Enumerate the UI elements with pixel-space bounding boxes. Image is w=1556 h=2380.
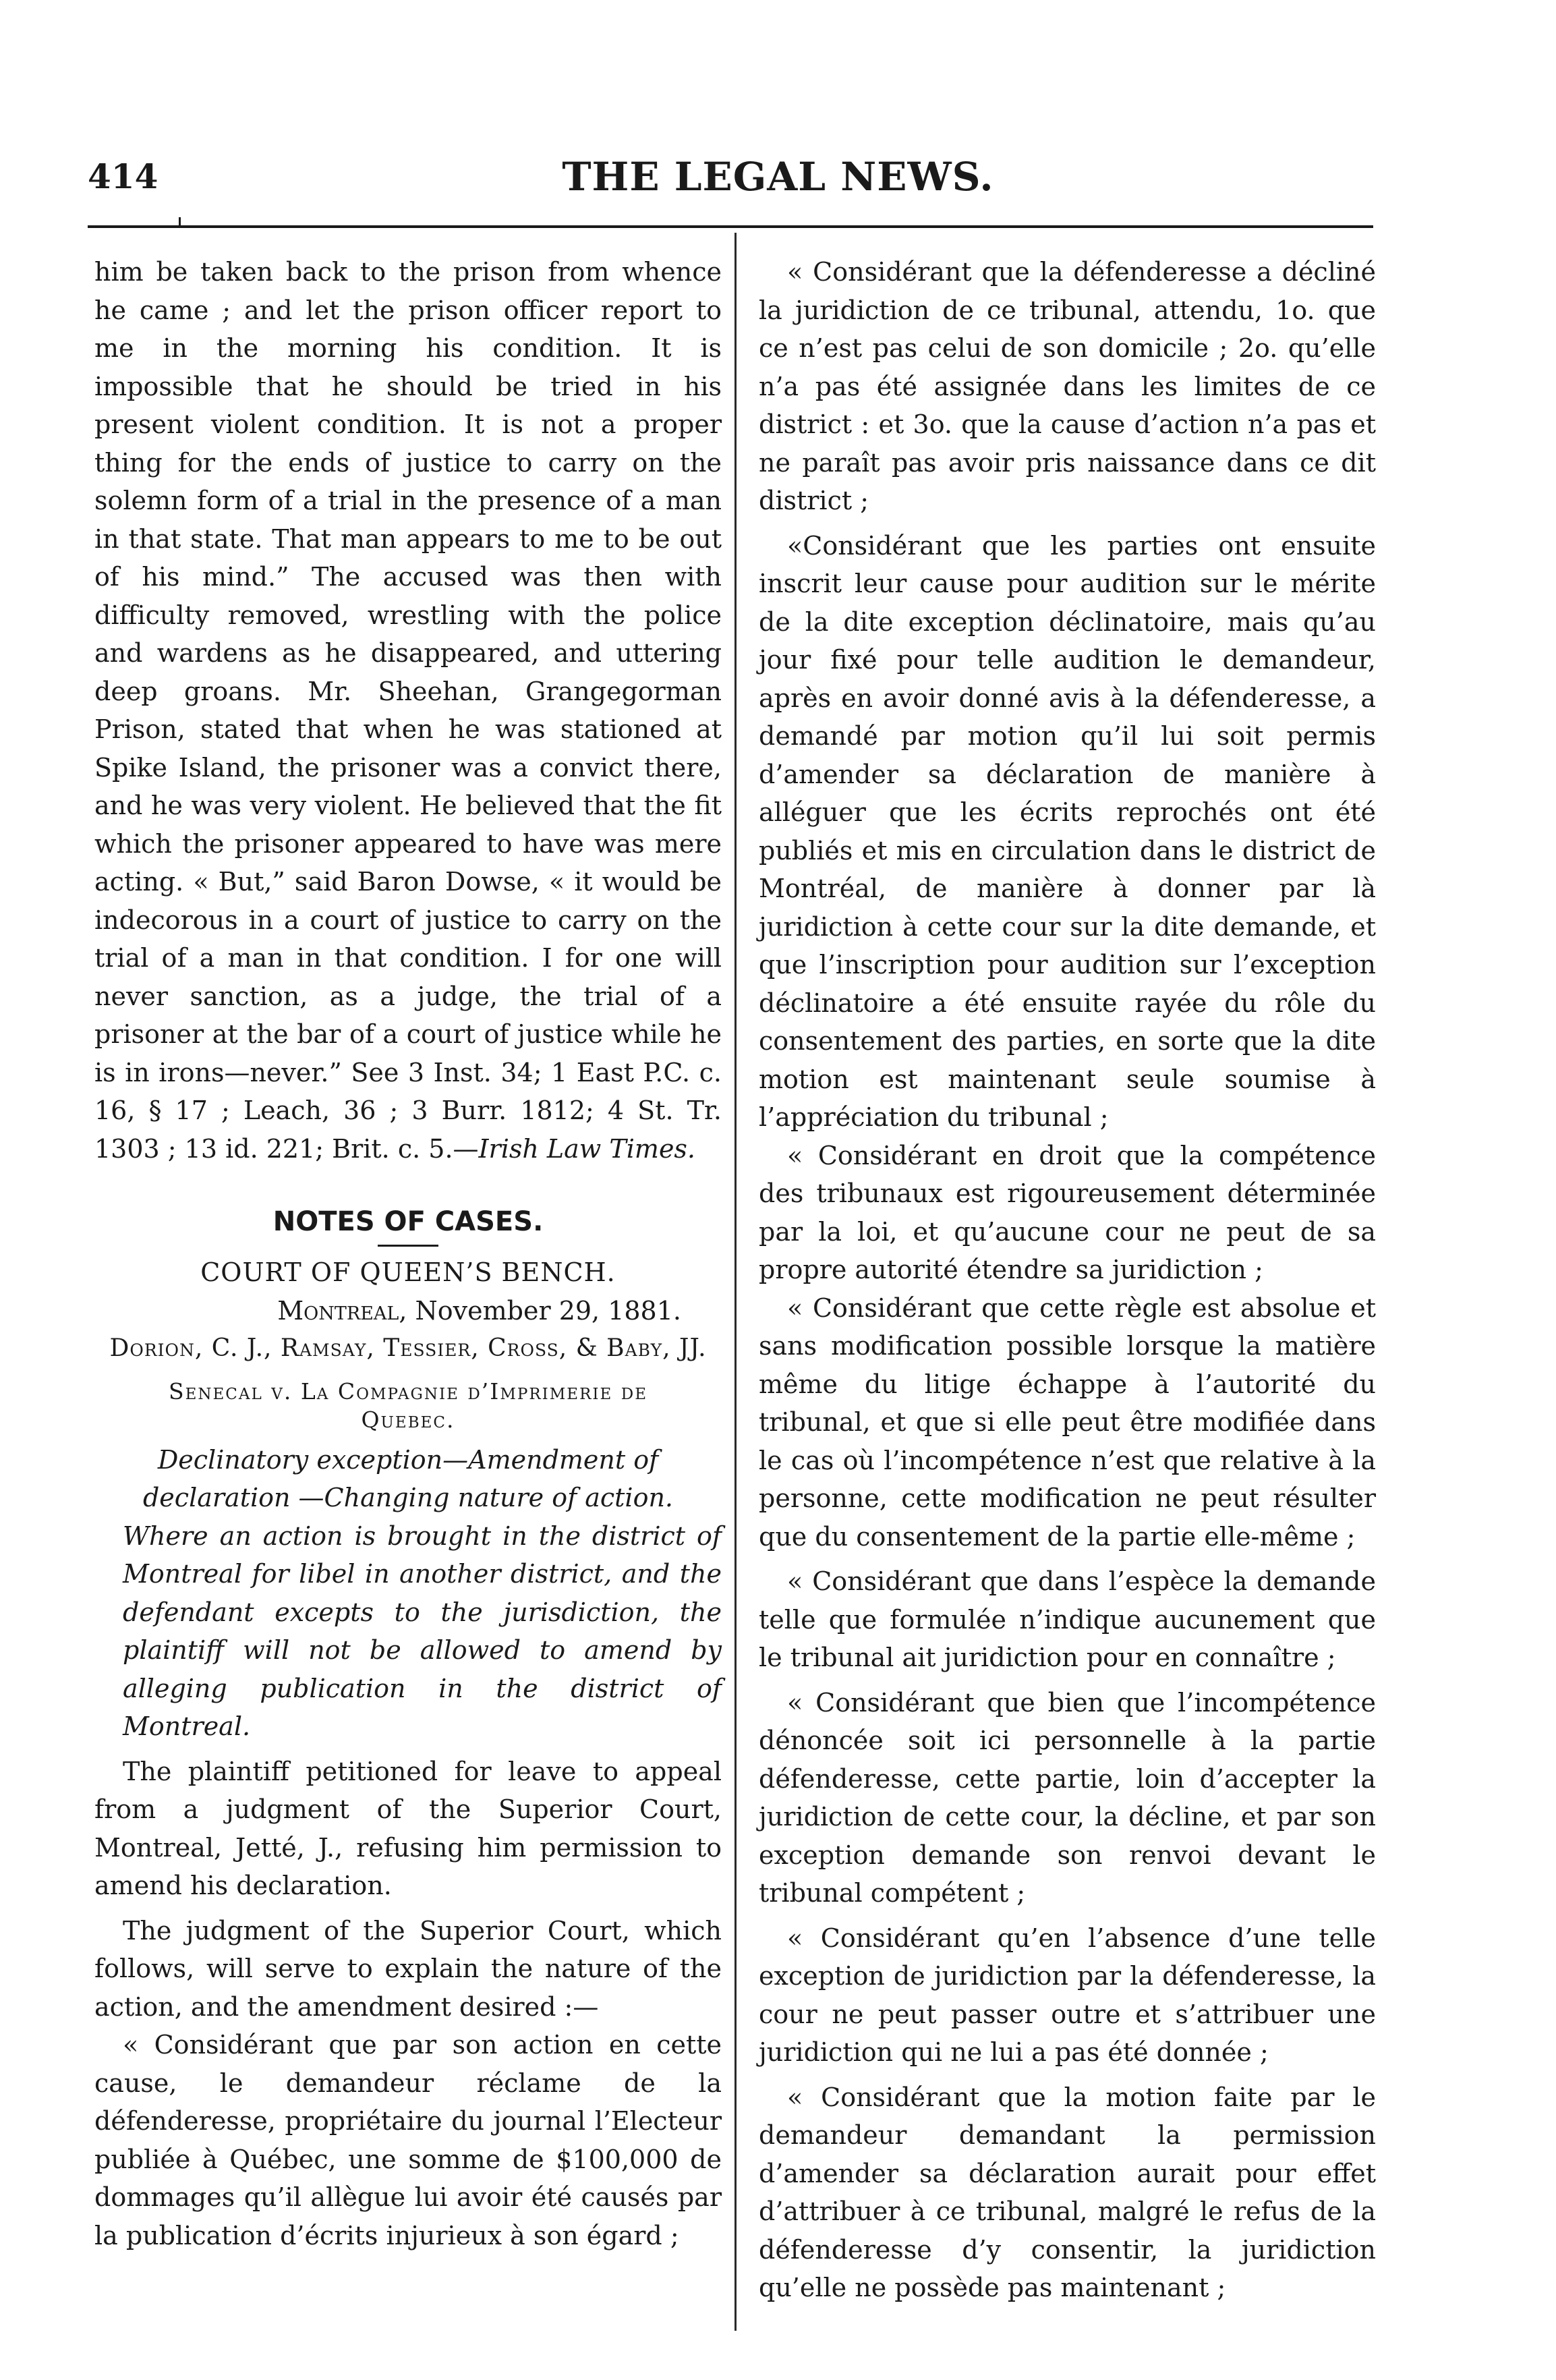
judges: Dorion, C. J., Ramsay, Tessier, Cross, & Baby, JJ.: [109, 1334, 707, 1362]
right-paragraph-3: « Considérant en droit que la compétence des tribunaux est rigoureusement déterminée par la loi, et qu’aucune cour ne peut de sa propre autorité étendre sa juridiction ;: [759, 1140, 1376, 1284]
left-paragraph-3: The judgment of the Superior Court, which follows, will serve to explain the nature of the action, and the amendment desired :—: [94, 1915, 722, 2022]
section-heading: NOTES OF CASES.: [272, 1206, 544, 1237]
right-paragraph-5: « Considérant que dans l’espèce la demande telle que formulée n’indique aucunement que le tribunal ait juridiction pour en connaître ;: [759, 1566, 1376, 1672]
left-paragraph-1-text: him be taken back to the prison from whence he came ; and let the prison officer report to me in the morning his condition. It is impossible that he should be tried in his present violent condition. It is not a proper thing for the ends of justice to carry on the solemn form of a trial in the presence of a man in that state. That man appears to me to be out of his mind.” The accused was then with difficulty removed, wrestling with the police and wardens as he disappeared, and uttering deep groans. Mr. Sheehan, Grangegorman Prison, stated that when he was stationed at Spike Island, the prisoner was a convict there, and he was very violent. He believed that the fit which the prisoner appeared to have was mere acting. « But,” said Baron Dowse, « it would be indecorous in a court of justice to carry on the trial of a man in that condition. I for one will never sanction, as a judge, the trial of a prisoner at the bar of a court of justice while he is in irons—never.” See 3 Inst. 34; 1 East P.C. c. 16, § 17 ; Leach, 36 ; 3 Burr. 1812; 4 St. Tr. 1303 ; 13 id. 221; Brit. c. 5.—: [94, 257, 722, 1164]
case-headnote: Where an action is brought in the district of Montreal for libel in another district, and the defendant excepts to the jurisdiction, the plaintiff will not be allowed to amend by alleging publication in the district of Montreal.: [123, 1521, 722, 1741]
case-place: Montreal,: [277, 1295, 407, 1326]
heading-rule: [378, 1245, 438, 1247]
header-rule: [88, 225, 1373, 228]
case-date-text: November 29, 1881.: [415, 1295, 681, 1326]
left-paragraph-1: [94, 253, 722, 1168]
right-column: [759, 253, 1376, 2307]
left-column: [94, 253, 722, 2255]
right-paragraph-2: «Considérant que les parties ont ensuite inscrit leur cause pour audition sur le mérite de la dite exception déclinatoire, mais qu’au jour fixé pour telle audition le demandeur, après en avoir donné avis à la défenderesse, a demandé par motion qu’il lui soit permis d’amender sa déclaration de manière à alléguer que les écrits reprochés ont été publiés et mis en circulation dans le district de Montréal, de manière à donner par là juridiction à cette cour sur la dite demande, et que l’inscription pour audition sur l’exception déclinatoire a été ensuite rayée du rôle du consentement des parties, en sorte que la dite motion est maintenant seule soumise à l’appréciation du tribunal ;: [759, 530, 1376, 1132]
right-paragraph-6: « Considérant que bien que l’incompétence dénoncée soit ici personnelle à la partie défenderesse, cette partie, loin d’accepter la juridiction de cette cour, la décline, et par son exception demande son renvoi devant le tribunal compétent ;: [759, 1687, 1376, 1908]
left-paragraph-2: The plaintiff petitioned for leave to appeal from a judgment of the Superior Court, Montreal, Jetté, J., refusing him permission to amend his declaration.: [94, 1756, 722, 1900]
right-paragraph-4: « Considérant que cette règle est absolue et sans modification possible lorsque la matière même du litige échappe à l’autorité du tribunal, et que si elle peut être modifiée dans le cas où l’incompétence n’est que relative à la personne, cette modification ne peut résulter que du consentement de la partie elle-même ;: [759, 1293, 1376, 1552]
case-title-continued: Quebec.: [361, 1406, 455, 1433]
case-date: [94, 1292, 722, 1330]
right-paragraph-8: « Considérant que la motion faite par le demandeur demandant la permission d’amender sa déclaration aurait pour effet d’attribuer à ce tribunal, malgré le refus de la défenderesse d’y consentir, la juridiction qu’elle ne possède pas maintenant ;: [759, 2082, 1376, 2302]
case-title: Senecal v. La Compagnie d’Imprimerie de: [168, 1378, 648, 1405]
court-name: COURT OF QUEEN’S BENCH.: [200, 1257, 616, 1287]
running-title: THE LEGAL NEWS.: [562, 154, 994, 200]
case-digest: Declinatory exception—Amendment of declaration —Changing nature of action.: [142, 1444, 674, 1512]
right-paragraph-7: « Considérant qu’en l’absence d’une telle exception de juridiction par la défenderesse, la cour ne peut passer outre et s’attribuer une juridiction qui ne lui a pas été donnée ;: [759, 1923, 1376, 2067]
source-citation: Irish Law Times.: [478, 1133, 696, 1164]
page-number: 414: [88, 157, 159, 196]
left-paragraph-4: « Considérant que par son action en cette cause, le demandeur réclame de la défenderesse, propriétaire du journal l’Electeur publiée à Québec, une somme de $100,000 de dommages qu’il allègue lui avoir été causés par la publication d’écrits injurieux à son égard ;: [94, 2030, 722, 2250]
header-tick: [179, 217, 181, 227]
column-divider: [734, 233, 737, 2331]
right-paragraph-1: « Considérant que la défenderesse a décliné la juridiction de ce tribunal, attendu, 1o. que ce n’est pas celui de son domicile ; 2o. qu’elle n’a pas été assignée dans les limites de ce district : et 3o. que la cause d’action n’a pas et ne paraît pas avoir pris naissance dans ce dit district ;: [759, 257, 1376, 515]
